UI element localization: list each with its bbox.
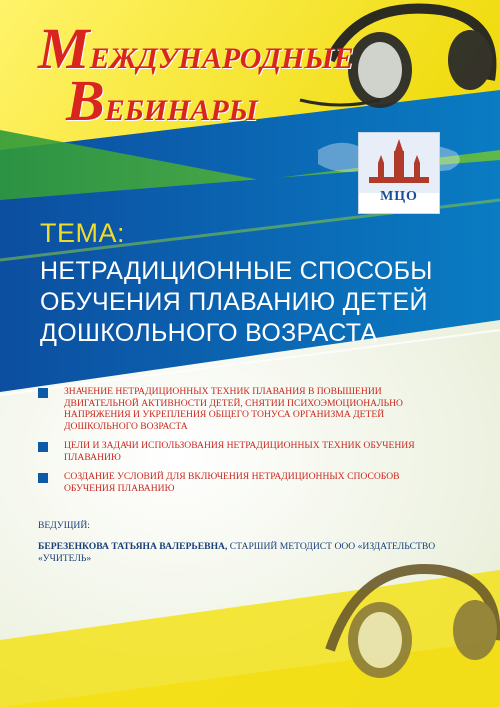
bullet-item	[38, 471, 448, 494]
header-initial-1: М	[38, 16, 90, 81]
header-initial-2: В	[66, 68, 105, 133]
bullet-text: ЦЕЛИ И ЗАДАЧИ ИСПОЛЬЗОВАНИЯ НЕТРАДИЦИОННЫХ ТЕХНИК ОБУЧЕНИЯ ПЛАВАНИЮ	[64, 440, 415, 463]
bullet-text: ЗНАЧЕНИЕ НЕТРАДИЦИОННЫХ ТЕХНИК ПЛАВАНИЯ В ПОВЫШЕНИИ ДВИГАТЕЛЬНОЙ АКТИВНОСТИ ДЕТЕЙ, СНЯТИИ ПСИХОЭМОЦИОНАЛЬНО НАПРЯЖЕНИЯ И УКРЕПЛЕНИЯ ОБЩЕГО ТОНУСА ОРГАНИЗМА ДЕТЕЙ ДОШКОЛЬНОГО ВОЗРАСТА	[64, 386, 403, 432]
bullet-square-icon	[38, 388, 48, 398]
kremlin-icon	[359, 133, 439, 193]
header-line-2	[66, 68, 258, 133]
logo-text: МЦО	[380, 189, 418, 204]
host-name: БЕРЕЗЕНКОВА ТАТЬЯНА ВАЛЕРЬЕВНА,	[38, 541, 228, 552]
mco-logo	[358, 132, 440, 214]
bullet-list	[38, 386, 448, 502]
header-rest-2: ЕБИНАРЫ	[104, 94, 258, 127]
bullet-item	[38, 386, 448, 432]
bullet-item	[38, 440, 448, 463]
host-position: СТАРШИЙ МЕТОДИСТ ООО «ИЗДАТЕЛЬСТВО «УЧИТЕЛЬ»	[38, 541, 436, 564]
header-rest-1: ЕЖДУНАРОДНЫЕ	[89, 42, 354, 75]
host-info	[38, 541, 468, 564]
topic-title: НЕТРАДИЦИОННЫЕ СПОСОБЫ ОБУЧЕНИЯ ПЛАВАНИЮ ДЕТЕЙ ДОШКОЛЬНОГО ВОЗРАСТА	[40, 257, 433, 347]
bullet-text: СОЗДАНИЕ УСЛОВИЙ ДЛЯ ВКЛЮЧЕНИЯ НЕТРАДИЦИОННЫХ СПОСОБОВ ОБУЧЕНИЯ ПЛАВАНИЮ	[64, 471, 400, 494]
bullet-square-icon	[38, 442, 48, 452]
topic-label: ТЕМА:	[40, 218, 126, 248]
host-label: ВЕДУЩИЙ:	[38, 520, 90, 531]
bullet-square-icon	[38, 473, 48, 483]
